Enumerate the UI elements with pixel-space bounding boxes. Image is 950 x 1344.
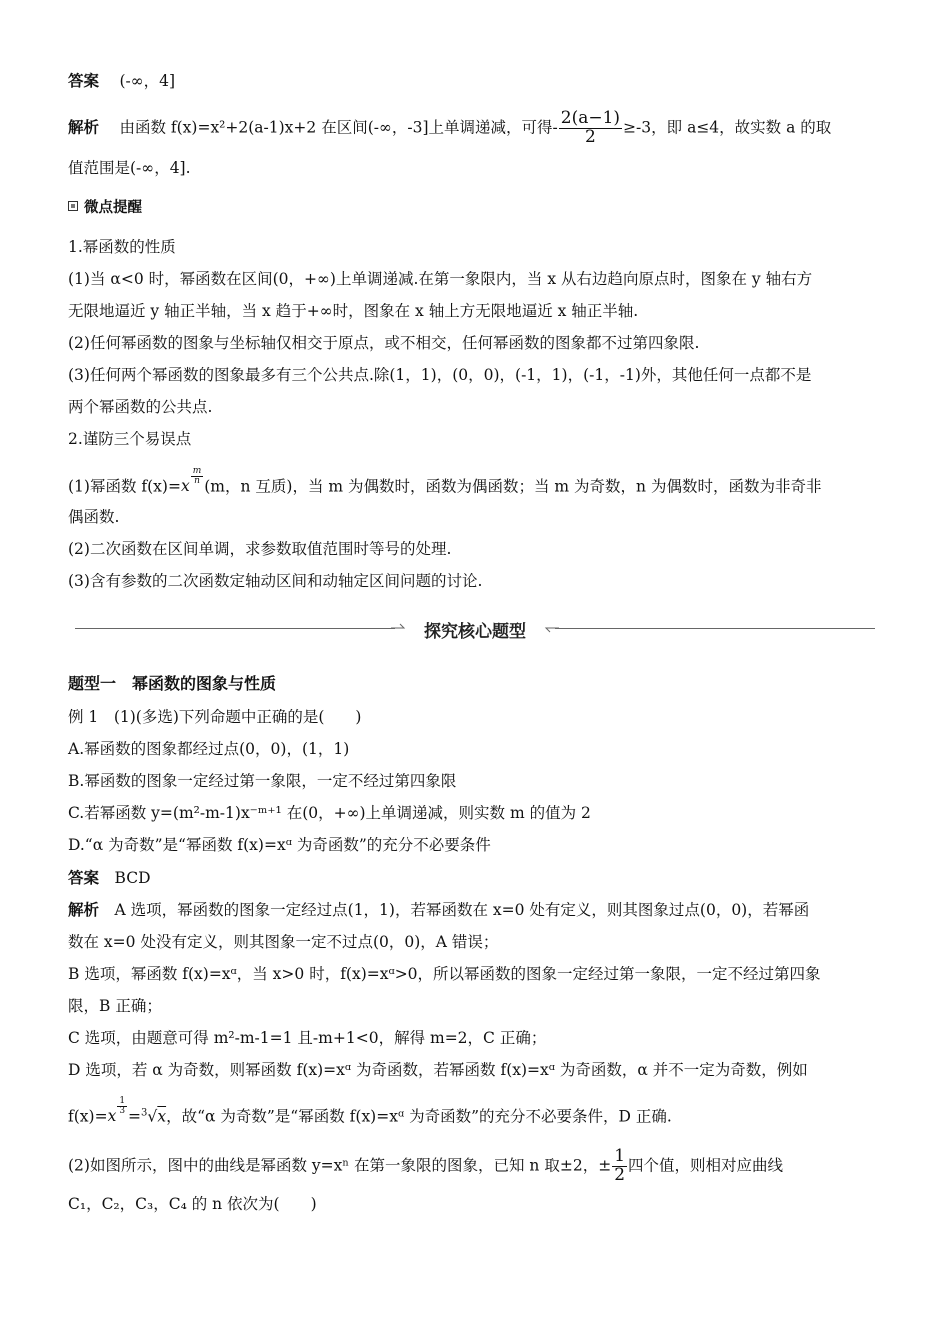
answer-line-2: 答案 BCD (68, 869, 151, 887)
fraction: $\frac{2(a-1)}{2}$ (560, 108, 621, 147)
type-heading: 题型一 幂函数的图象与性质 (68, 674, 277, 693)
tips-s1-title: 1.幂函数的性质 (68, 238, 176, 256)
tips-s2-2: (2)二次函数在区间单调，求参数取值范围时等号的处理. (68, 540, 452, 558)
analysis2-d2: f(x)=x $\frac{1}{3}$ =$^3$√x，故“α 为奇数”是“幂函数 f(x)=xᵅ 为奇函数”的充分不必要条件，D 正确. (68, 1096, 672, 1126)
option-a: A.幂函数的图象都经过点(0，0)，(1，1) (68, 740, 350, 758)
tips-s2-title: 2.谨防三个易误点 (68, 430, 192, 448)
answer-value: (-∞，4] (119, 72, 176, 90)
analysis2-b2: 限，B 正确； (68, 997, 162, 1015)
tips-s2-1b: 偶函数. (68, 508, 120, 526)
example-question: 例 1 (1)(多选)下列命题中正确的是( ) (68, 708, 362, 726)
analysis2-b1: B 选项，幂函数 f(x)=xᵅ，当 x>0 时，f(x)=xᵅ>0，所以幂函数的图象一定经过第一象限，一定不经过第四象 (68, 965, 821, 983)
analysis-text: 由函数 f(x)=x²+2(a-1)x+2 在区间(-∞，-3]上单调递减，可得- (119, 118, 558, 137)
section-title: 探究核心题型 (424, 622, 526, 642)
analysis2-a2: 数在 x=0 处没有定义，则其图象一定不过点(0，0)，A 错误； (68, 933, 499, 951)
option-d: D.“α 为奇数”是“幂函数 f(x)=xᵅ 为奇函数”的充分不必要条件 (68, 836, 491, 854)
tip-square-icon (68, 201, 78, 211)
divider-line-right (555, 628, 875, 629)
option-b: B.幂函数的图象一定经过第一象限，一定不经过第四象限 (68, 772, 457, 790)
analysis2-d1: D 选项，若 α 为奇数，则幂函数 f(x)=xᵅ 为奇函数，若幂函数 f(x)=xᵅ 为奇函数，α 并不一定为奇数，例如 (68, 1061, 808, 1079)
tips-s2-3: (3)含有参数的二次函数定轴动区间和动轴定区间问题的讨论. (68, 572, 483, 590)
analysis2-c1: C 选项，由题意可得 m²-m-1=1 且-m+1<0，解得 m=2，C 正确； (68, 1029, 547, 1047)
analysis-line-1 (68, 110, 883, 147)
tips-s1-1a: (1)当 α<0 时，幂函数在区间(0，+∞)上单调递减.在第一象限内，当 x 从右边趋向原点时，图象在 y 轴右方 (68, 270, 813, 288)
tips-heading: 微点提醒 (68, 196, 883, 219)
tips-s2-1: (1)幂函数 f(x)=x $\frac{m}{n}$ (m，n 互质)，当 m 为偶数时，函数为偶函数；当 m 为奇数，n 为偶数时，函数为非奇非 (68, 466, 822, 496)
question2-line1: (2)如图所示，图中的曲线是幂函数 y=xⁿ 在第一象限的图象，已知 n 取±2，± $\frac{1}{2}$ 四个值，则相对应曲线 (68, 1146, 784, 1185)
analysis-text: ≥-3，即 a≤4，故实数 a 的取 (623, 118, 832, 137)
analysis2-a1: 解析 A 选项，幂函数的图象一定经过点(1，1)，若幂函数在 x=0 处有定义，则其图象过点(0，0)，若幂函 (68, 901, 810, 919)
fraction-half: $\frac{1}{2}$ (614, 1146, 626, 1185)
option-c: C.若幂函数 y=(m²-m-1)x⁻ᵐ⁺¹ 在(0，+∞)上单调递减，则实数 m 的值为 2 (68, 804, 591, 822)
answer-label: 答案 (68, 72, 100, 90)
answer-line-1 (68, 70, 883, 92)
power-expr: x $\frac{m}{n}$ (180, 466, 202, 496)
question2-line2: C₁，C₂，C₃，C₄ 的 n 依次为( ) (68, 1195, 317, 1213)
analysis-line-2: 值范围是(-∞，4]. (68, 159, 191, 177)
section-divider (75, 617, 875, 641)
tips-s1-3b: 两个幂函数的公共点. (68, 398, 213, 416)
tips-s1-2: (2)任何幂函数的图象与坐标轴仅相交于原点，或不相交，任何幂函数的图象都不过第四象限. (68, 334, 700, 352)
power-expr: x $\frac{1}{3}$ (107, 1096, 126, 1126)
analysis-label: 解析 (68, 118, 100, 137)
tips-s1-1b: 无限地逼近 y 轴正半轴，当 x 趋于+∞时，图象在 x 轴上方无限地逼近 x 轴正半轴. (68, 302, 639, 320)
tips-s1-3a: (3)任何两个幂函数的图象最多有三个公共点.除(1，1)，(0，0)，(-1，1)，(-1，-1)外，其他任何一点都不是 (68, 366, 812, 384)
